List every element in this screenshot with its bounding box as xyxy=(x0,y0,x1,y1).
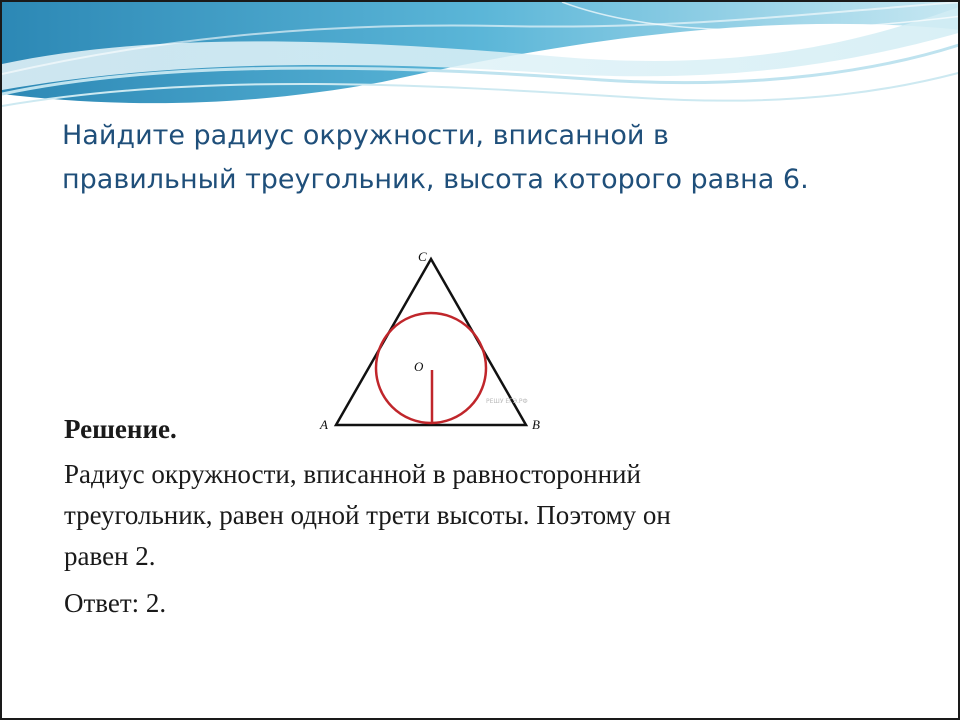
vertex-label-b: B xyxy=(532,417,540,432)
triangle-incircle-diagram xyxy=(314,242,554,432)
answer-text: Ответ: 2. xyxy=(64,588,167,618)
watermark: РЕШУ ЕГЭ.РФ xyxy=(486,398,528,405)
solution-line-1: Радиус окружности, вписанной в равносторонний xyxy=(64,459,641,489)
solution-text xyxy=(64,454,864,577)
center-label-o: O xyxy=(414,359,424,374)
title-line-2: правильный треугольник, высота которого равна 6. xyxy=(62,164,809,195)
decorative-wave-banner xyxy=(2,2,960,122)
solution-heading: Решение. xyxy=(64,414,177,444)
title-line-1: Найдите радиус окружности, вписанной в xyxy=(62,120,669,151)
solution-line-2: треугольник, равен одной трети высоты. Поэтому он xyxy=(64,500,671,530)
vertex-label-c: C xyxy=(418,249,427,264)
slide-title xyxy=(62,114,922,202)
vertex-label-a: A xyxy=(320,417,328,432)
solution-block xyxy=(64,412,864,621)
solution-line-3: равен 2. xyxy=(64,541,156,571)
